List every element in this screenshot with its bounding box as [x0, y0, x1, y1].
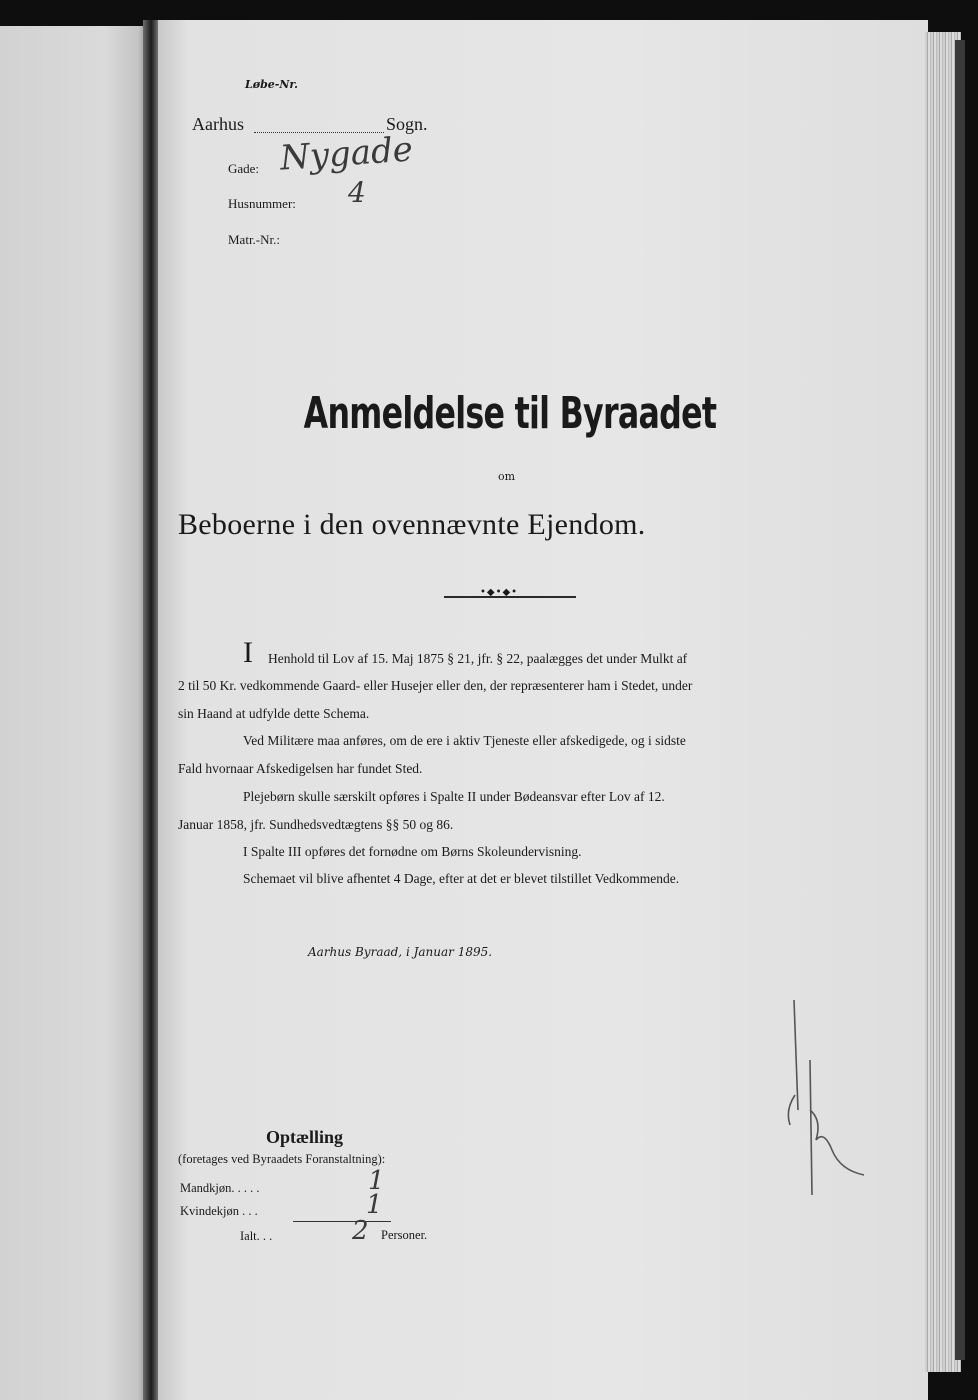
kvindekjon-value: 1 [366, 1190, 383, 1220]
gade-value: Nygade [278, 129, 415, 179]
paragraph-1-line-2: 2 til 50 Kr. vedkommende Gaard- eller Husejer eller den, der repræsenterer ham i Stedet, under [178, 678, 693, 693]
sogn-label: Sogn. [386, 114, 428, 134]
om-label: om [498, 470, 516, 483]
ialt-label: Ialt. . . [240, 1229, 273, 1243]
count-title: Optælling [266, 1127, 344, 1147]
lobe-nr-label: Løbe-Nr. [245, 78, 298, 91]
paragraph-3-line-1: Plejebørn skulle særskilt opføres i Spalte II under Bødeansvar efter Lov af 12. [243, 789, 665, 804]
left-page [0, 26, 150, 1400]
paragraph-5: Schemaet vil blive afhentet 4 Dage, efter at det er blevet tilstillet Vedkommende. [243, 871, 680, 886]
paragraph-2-line-2: Fald hvornaar Afskedigelsen har fundet Sted. [178, 761, 423, 776]
handwritten-initials [780, 1000, 880, 1200]
issuer-signature-line: Aarhus Byraad, i Januar 1895. [308, 945, 493, 959]
ialt-value: 2 [352, 1216, 369, 1246]
paragraph-2-line-1: Ved Militære maa anføres, om de ere i aktiv Tjeneste eller afskedigede, og i sidste [243, 733, 686, 748]
edge-shadow [955, 40, 965, 1360]
matr-nr-label: Matr.-Nr.: [228, 232, 280, 247]
ornament-dots: •◆•◆• [480, 587, 519, 598]
paragraph-3-line-2: Januar 1858, jfr. Sundhedsvedtægtens §§ 50 og 86. [178, 817, 454, 832]
document-subtitle: Beboerne i den ovennævnte Ejendom. [178, 508, 646, 541]
paragraph-4: I Spalte III opføres det fornødne om Børns Skoleundervisning. [243, 844, 582, 859]
paragraph-1-line-1: Henhold til Lov af 15. Maj 1875 § 21, jfr. § 22, paalægges det under Mulkt af [268, 651, 688, 666]
husnummer-label: Husnummer: [228, 196, 296, 211]
mandkjon-label: Mandkjøn. . . . . [180, 1181, 260, 1195]
gade-label: Gade: [228, 161, 260, 176]
mandkjon-value: 1 [368, 1166, 385, 1196]
personer-label: Personer. [381, 1228, 428, 1242]
kvindekjon-label: Kvindekjøn . . . [180, 1204, 258, 1218]
total-rule [293, 1221, 391, 1222]
drop-cap: I [243, 636, 253, 669]
document-title: Anmeldelse til Byraadet [303, 388, 717, 439]
paragraph-1-line-3: sin Haand at udfylde dette Schema. [178, 706, 370, 721]
count-note: (foretages ved Byraadets Foranstaltning): [178, 1152, 386, 1166]
city-label: Aarhus [192, 114, 244, 134]
husnummer-value: 4 [348, 176, 366, 209]
